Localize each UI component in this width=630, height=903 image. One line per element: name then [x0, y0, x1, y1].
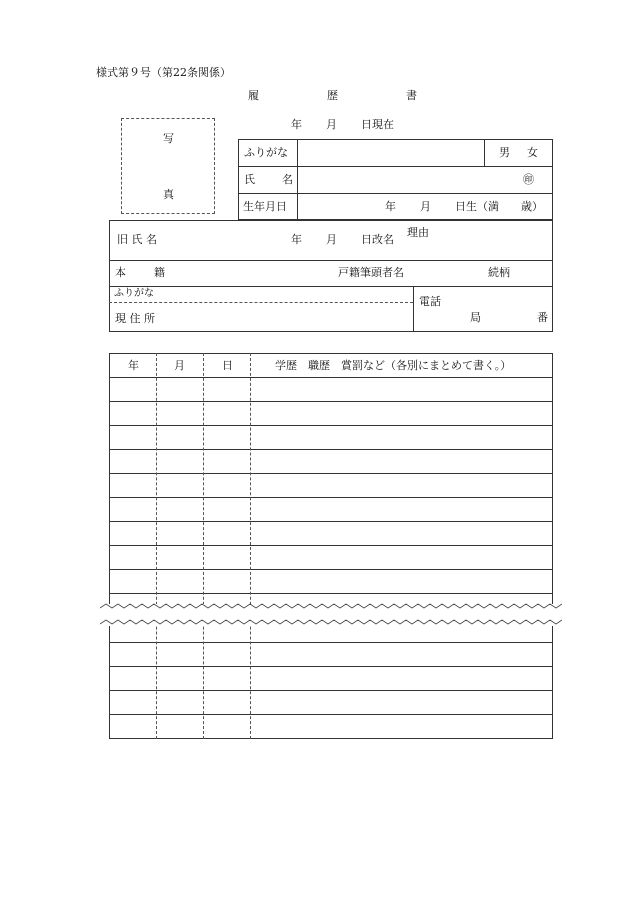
history-col-divider-month	[156, 353, 157, 739]
history-row[interactable]	[109, 545, 553, 546]
history-header-month: 月	[174, 359, 185, 372]
history-row[interactable]	[109, 642, 553, 643]
history-row[interactable]	[109, 690, 553, 691]
relation-label: 続柄	[488, 266, 510, 279]
former-name-month: 月	[326, 233, 337, 246]
seal-mark: ㊞	[523, 173, 534, 186]
furigana-dashed-divider	[109, 302, 413, 303]
photo-label-2: 真	[163, 188, 174, 201]
former-name-reason: 理由	[407, 226, 429, 239]
phone-label: 電話	[419, 295, 441, 308]
row-divider	[109, 286, 553, 287]
family-head-label: 戸籍筆頭者名	[338, 266, 404, 279]
omission-wave	[100, 602, 562, 628]
domicile-label-1: 本	[115, 266, 126, 279]
phone-number-label: 番	[537, 311, 548, 324]
history-row[interactable]	[109, 521, 553, 522]
photo-label-1: 写	[163, 132, 174, 145]
gender-female[interactable]: 女	[527, 146, 538, 159]
history-row[interactable]	[109, 425, 553, 426]
name-label-2: 名	[282, 173, 293, 186]
col-divider	[484, 139, 485, 166]
title-char-1: 履	[248, 89, 259, 102]
history-col-divider-day	[203, 353, 204, 739]
gender-male[interactable]: 男	[499, 146, 510, 159]
furigana-field[interactable]	[298, 140, 483, 165]
date-month-label: 月	[326, 118, 337, 131]
domicile-field[interactable]	[170, 261, 330, 285]
history-col-divider-content	[250, 353, 251, 739]
history-row[interactable]	[109, 593, 553, 594]
name-field[interactable]	[298, 167, 518, 192]
former-name-change: 日改名	[361, 233, 394, 246]
history-row[interactable]	[109, 377, 553, 378]
address-furigana-label: ふりがな	[114, 288, 154, 299]
title-char-2: 歴	[327, 89, 338, 102]
former-name-label: 旧 氏 名	[117, 233, 157, 246]
former-name-year: 年	[291, 233, 302, 246]
address-field[interactable]	[165, 304, 405, 331]
birth-age-label: 歳）	[521, 200, 543, 213]
former-name-field[interactable]	[160, 221, 280, 259]
history-row[interactable]	[109, 569, 553, 570]
date-year-label: 年	[291, 118, 302, 131]
history-top-border	[109, 353, 553, 354]
birthdate-label: 生年月日	[243, 200, 287, 213]
title-char-3: 書	[406, 89, 417, 102]
col-divider	[413, 286, 414, 332]
birth-year-label: 年	[385, 200, 396, 213]
history-header-day: 日	[222, 359, 233, 372]
address-label: 現 住 所	[115, 312, 155, 325]
date-current-label: 日現在	[361, 118, 394, 131]
history-header-year: 年	[128, 359, 139, 372]
furigana-label: ふりがな	[244, 146, 288, 159]
birthdate-field[interactable]	[298, 194, 548, 219]
history-row[interactable]	[109, 497, 553, 498]
history-header-content: 学歴 職歴 賞罰など（各別にまとめて書く。）	[275, 359, 512, 372]
birth-day-label: 日生（満	[455, 200, 499, 213]
birth-month-label: 月	[420, 200, 431, 213]
history-row[interactable]	[109, 401, 553, 402]
history-row[interactable]	[109, 714, 553, 715]
phone-exchange-label: 局	[470, 311, 481, 324]
history-row[interactable]	[109, 473, 553, 474]
history-table	[109, 353, 553, 739]
domicile-label-2: 籍	[154, 266, 165, 279]
history-row[interactable]	[109, 449, 553, 450]
history-row[interactable]	[109, 666, 553, 667]
name-label-1: 氏	[244, 173, 255, 186]
form-number: 様式第９号（第22条関係）	[96, 66, 231, 79]
